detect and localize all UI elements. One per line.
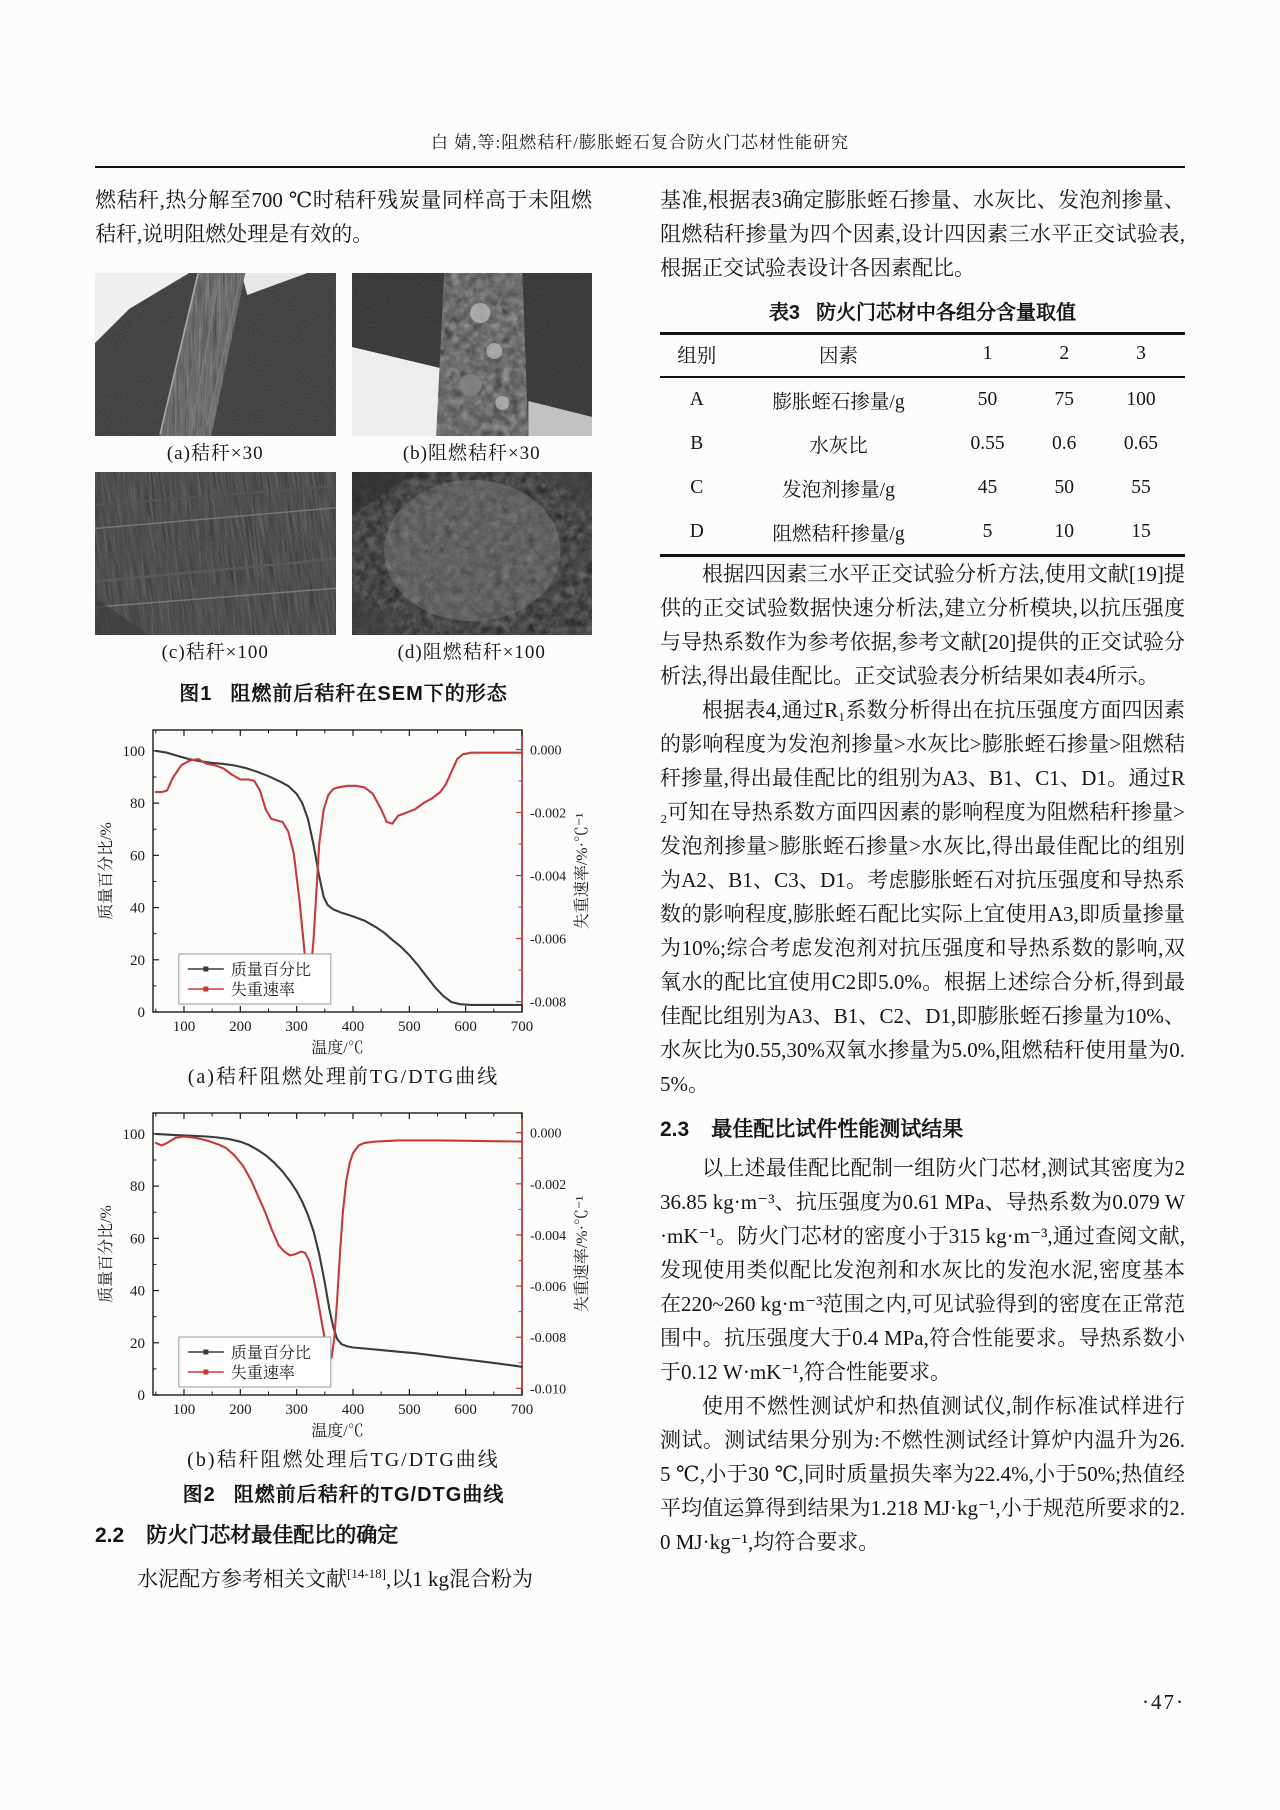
chart-caption-b: (b)秸秆阻燃处理后TG/DTG曲线	[187, 1449, 500, 1471]
svg-text:-0.004: -0.004	[530, 1228, 567, 1244]
svg-text:500: 500	[398, 1019, 421, 1035]
svg-text:20: 20	[130, 1335, 145, 1352]
figure1-caption	[95, 677, 592, 706]
sem-image-fr-straw-x30	[352, 273, 593, 436]
svg-text:失重速率/%·℃⁻¹: 失重速率/%·℃⁻¹	[574, 1195, 591, 1313]
svg-text:-0.010: -0.010	[530, 1382, 567, 1398]
table3	[660, 332, 1185, 557]
paragraph-performance-results: 以上述最佳配比配制一组防火门芯材,测试其密度为236.85 kg·m⁻³、抗压强度为0.61 MPa、导热系数为0.079 W·mK⁻¹。防火门芯材的密度小于315 kg·m⁻³,通过查阅文献,发现使用类似配比发泡剂和水灰比的发泡水泥,密度基本在220~260 kg·m⁻³范围之内,可见试验得到的密度在正常范围中。抗压强度大于0.4 MPa,符合性能要求。导热系数小于0.12 W·mK⁻¹,符合性能要求。	[660, 1156, 1185, 1384]
svg-text:600: 600	[454, 1402, 477, 1418]
figure1-title: 阻燃前后秸秆在SEM下的形态	[230, 683, 508, 705]
table-cell: 0.55	[970, 433, 1005, 454]
section-heading-2-2: 2.2 防火门芯材最佳配比的确定	[95, 1524, 399, 1547]
svg-text:温度/℃: 温度/℃	[311, 1040, 364, 1057]
svg-text:600: 600	[454, 1019, 477, 1035]
svg-text:500: 500	[398, 1402, 421, 1418]
table-cell: 50	[977, 389, 998, 410]
svg-text:100: 100	[172, 1402, 196, 1418]
table-cell: 0.6	[1052, 433, 1077, 454]
figure2-title: 阻燃前后秸秆的TG/DTG曲线	[233, 1484, 505, 1506]
table-cell: C	[690, 477, 704, 498]
svg-text:0: 0	[137, 1388, 145, 1404]
page-number: ·47·	[1142, 1690, 1185, 1714]
svg-text:-0.002: -0.002	[530, 1177, 567, 1193]
figure1-label: 图1	[179, 683, 213, 705]
svg-text:100: 100	[122, 1126, 145, 1143]
svg-text:200: 200	[229, 1402, 252, 1418]
table-row	[660, 377, 1185, 422]
svg-text:60: 60	[130, 1231, 145, 1248]
svg-text:100: 100	[122, 743, 145, 760]
paragraph-cement-formula: 水泥配方参考相关文献[14-18],以1 kg混合粉为	[137, 1566, 533, 1591]
table-cell: 55	[1131, 477, 1151, 498]
svg-text:质量百分比: 质量百分比	[230, 962, 311, 979]
table3-header-cell: 1	[944, 334, 1032, 378]
table-cell: 0.65	[1123, 433, 1159, 454]
svg-text:400: 400	[341, 1019, 365, 1035]
svg-text:0.000: 0.000	[530, 1126, 562, 1142]
svg-text:300: 300	[285, 1402, 308, 1418]
table3-header-cell: 3	[1097, 334, 1185, 378]
svg-text:400: 400	[341, 1402, 365, 1418]
svg-text:0: 0	[137, 1005, 145, 1021]
svg-text:-0.002: -0.002	[530, 806, 567, 822]
table-cell: 水灰比	[809, 436, 868, 457]
svg-text:质量百分比/%: 质量百分比/%	[98, 822, 115, 920]
svg-text:失重速率: 失重速率	[230, 1365, 295, 1382]
table-cell: 15	[1131, 521, 1151, 542]
table3-title: 表3 防火门芯材中各组分含量取值	[768, 302, 1077, 324]
sem-image-straw-x30	[95, 273, 336, 436]
table-row	[660, 510, 1185, 556]
table-cell: D	[689, 521, 704, 542]
svg-text:100: 100	[172, 1019, 196, 1035]
tg-dtg-chart-before	[95, 720, 592, 1058]
paragraph-orthogonal-design: 基准,根据表3确定膨胀蛭石掺量、水灰比、发泡剂掺量、阻燃秸秆掺量为四个因素,设计四因素三水平正交试验表,根据正交试验表设计各因素配比。	[660, 188, 1185, 280]
svg-text:300: 300	[285, 1019, 308, 1035]
table-cell: 45	[977, 477, 998, 498]
table-cell: 100	[1126, 389, 1156, 410]
table3-header-cell: 2	[1032, 334, 1097, 378]
paragraph-noncombustibility-test: 使用不燃性测试炉和热值测试仪,制作标准试样进行测试。测试结果分别为:不燃性测试经计算炉内温升为26.5 ℃,小于30 ℃,同时质量损失率为22.4%,小于50%;热值经平均值运算得到结果为1.218 MJ·kg⁻¹,小于规范所要求的2.0 MJ·kg⁻¹,均符合要求。	[660, 1394, 1185, 1554]
sem-image-straw-x100	[95, 472, 336, 635]
figure2-caption	[95, 1478, 592, 1507]
page-body	[95, 183, 1185, 1596]
table-cell: 膨胀蛭石掺量/g	[772, 392, 905, 413]
table3-header-cell: 因素	[734, 334, 944, 378]
sem-caption-a: (a)秸秆×30	[166, 443, 264, 464]
header-rule	[95, 166, 1185, 168]
table3-body	[660, 377, 1185, 556]
paragraph-analysis-method: 根据四因素三水平正交试验分析方法,使用文献[19]提供的正交试验数据快速分析法,建立分析模块,以抗压强度与导热系数作为参考依据,参考文献[20]提供的正交试验分析法,得出最佳配比。正交试验表分析结果如表4所示。	[660, 562, 1185, 688]
paragraph-r-coefficient-analysis: 根据表4,通过R₁系数分析得出在抗压强度方面四因素的影响程度为发泡剂掺量>水灰比>膨胀蛭石掺量>阻燃秸秆掺量,得出最佳配比的组别为A3、B1、C1、D1。通过R₂可知在导热系数方面四因素的影响程度为阻燃秸秆掺量>发泡剂掺量>膨胀蛭石掺量>水灰比,得出最佳配比的组别为A2、B1、C3、D1。考虑膨胀蛭石对抗压强度和导热系数的影响程度,膨胀蛭石配比实际上宜使用A3,即质量掺量为10%;综合考虑发泡剂对抗压强度和导热系数的影响,双氧水的配比宜使用C2即5.0%。根据上述综合分析,得到最佳配比组别为A3、B1、C2、D1,即膨胀蛭石掺量为10%、水灰比为0.55,30%双氧水掺量为5.0%,阻燃秸秆使用量为0.5%。	[660, 698, 1185, 1096]
svg-text:质量百分比/%: 质量百分比/%	[98, 1205, 115, 1303]
table-cell: 50	[1054, 477, 1074, 498]
svg-text:失重速率/%·℃⁻¹: 失重速率/%·℃⁻¹	[574, 812, 591, 930]
figure2-label: 图2	[182, 1484, 216, 1506]
table3-header-row	[660, 334, 1185, 378]
svg-text:80: 80	[130, 796, 145, 813]
tg-dtg-chart-after	[95, 1103, 592, 1441]
sem-image-fr-straw-x100	[352, 472, 593, 635]
svg-text:-0.004: -0.004	[530, 869, 567, 885]
table-cell: B	[690, 433, 704, 454]
table3-header-cell: 组别	[660, 334, 734, 378]
svg-text:80: 80	[130, 1179, 145, 1196]
table-cell: A	[689, 389, 704, 410]
table-cell: 5	[982, 521, 993, 542]
section-heading-2-3: 2.3 最佳配比试件性能测试结果	[660, 1118, 964, 1141]
table-row	[660, 422, 1185, 466]
svg-text:失重速率: 失重速率	[230, 982, 295, 999]
right-column	[660, 183, 1185, 1596]
table-cell: 阻燃秸秆掺量/g	[772, 524, 905, 545]
figure1-sem-grid	[95, 273, 592, 671]
chart-caption-a: (a)秸秆阻燃处理前TG/DTG曲线	[187, 1066, 500, 1088]
svg-text:700: 700	[510, 1019, 534, 1035]
svg-text:20: 20	[130, 952, 145, 969]
table-cell: 发泡剂掺量/g	[782, 480, 895, 501]
svg-text:40: 40	[130, 1283, 145, 1300]
svg-text:-0.006: -0.006	[530, 1280, 567, 1296]
sem-caption-b: (b)阻燃秸秆×30	[402, 443, 541, 464]
table-row	[660, 466, 1185, 510]
svg-text:40: 40	[130, 900, 145, 917]
running-title: 白 婧,等:阻燃秸秆/膨胀蛭石复合防火门芯材性能研究	[431, 133, 849, 152]
citation-superscript: [14-18]	[347, 1566, 386, 1581]
svg-text:60: 60	[130, 848, 145, 865]
sem-caption-d: (d)阻燃秸秆×100	[397, 642, 546, 663]
svg-text:-0.008: -0.008	[530, 1331, 567, 1347]
svg-text:质量百分比: 质量百分比	[230, 1345, 311, 1362]
paragraph-continued: 燃秸秆,热分解至700 ℃时秸秆残炭量同样高于未阻燃秸秆,说明阻燃处理是有效的。	[95, 188, 592, 246]
table-cell: 75	[1054, 389, 1074, 410]
svg-text:700: 700	[510, 1402, 534, 1418]
svg-text:-0.008: -0.008	[530, 995, 567, 1011]
svg-text:200: 200	[229, 1019, 252, 1035]
svg-text:0.000: 0.000	[530, 743, 562, 759]
left-column	[95, 183, 592, 1596]
svg-text:温度/℃: 温度/℃	[311, 1423, 364, 1440]
svg-text:-0.006: -0.006	[530, 932, 567, 948]
table-cell: 10	[1054, 521, 1074, 542]
sem-caption-c: (c)秸秆×100	[161, 642, 269, 663]
